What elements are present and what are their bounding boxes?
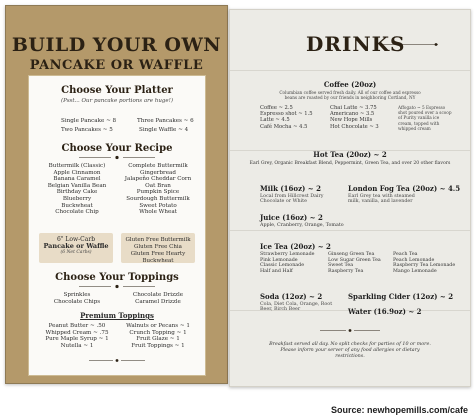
recipe-item: Blueberry xyxy=(62,195,92,202)
ice-tea-item: Ginseng Green Tea xyxy=(328,252,375,257)
lowcarb-box xyxy=(39,233,113,263)
toppings-list-left xyxy=(41,292,113,305)
gluten-free-box xyxy=(121,233,195,263)
premium-topping-item: Pure Maple Syrup ~ 1 xyxy=(45,336,109,343)
coffee-item: Hot Chocolate ~ 3 xyxy=(330,123,379,130)
premium-topping-item: Walnuts or Pecans ~ 1 xyxy=(126,323,190,329)
premium-topping-item: Whipped Cream ~ .75 xyxy=(45,329,109,336)
drinks-title: DRINKS xyxy=(306,32,406,56)
coffee-item: Americano ~ 3.5 xyxy=(330,111,375,118)
recipe-item: Jalapeño Cheddar Corn xyxy=(124,176,192,183)
platter-subtitle: (Psst... Our pancake portions are huge!) xyxy=(61,98,173,104)
topping-item: Chocolate Drizzle xyxy=(132,292,184,298)
ice-tea-item: Sweet Tea xyxy=(328,263,354,269)
coffee-item: Café Mocha ~ 4.5 xyxy=(260,123,308,130)
ice-tea-item: Low Sugar Green Tea xyxy=(328,257,381,263)
wood-plank-line xyxy=(230,230,470,231)
milk-description: Local from Hillcrest Dairy Chocolate or White xyxy=(260,194,324,205)
menu-paper xyxy=(28,75,206,376)
recipe-item: Oat Bran xyxy=(145,182,171,189)
ice-tea-item: Classic Lemonade xyxy=(260,263,305,269)
soda-description: Cola, Diet Cola, Orange, Root Beer, Birch Beer xyxy=(260,302,333,313)
platter-item: Single Pancake ~ 8 xyxy=(61,118,117,124)
hot-tea-description: Earl Grey, Organic Breakfast Blend, Peppermint, Green Tea, and over 20 other flavors xyxy=(249,161,451,166)
coffee-item: Coffee ~ 2.5 xyxy=(260,105,293,111)
topping-item: Sprinkles xyxy=(63,292,91,298)
gf-item: Gluten Free Buttermilk xyxy=(125,237,191,243)
toppings-heading: Choose Your Toppings xyxy=(55,272,179,283)
ice-tea-list-3 xyxy=(393,252,455,274)
ice-tea-item: Half and Half xyxy=(260,268,293,274)
lowcarb-title: Pancake or Waffle xyxy=(43,242,109,250)
lowcarb-size: 6" Low-Carb xyxy=(56,236,96,243)
coffee-description: Columbian coffee served fresh daily. All of our coffee and espresso beans are roasted by our friends in neighboring Cortland, NY xyxy=(279,90,421,101)
build-your-own-menu-panel xyxy=(5,5,228,384)
coffee-item: Latte ~ 4.5 xyxy=(260,117,290,124)
ice-tea-heading: Ice Tea (20oz) ~ 2 xyxy=(260,242,331,251)
coffee-item: New Hope Mills xyxy=(330,117,373,124)
soda-heading: Soda (12oz) ~ 2 xyxy=(260,292,323,301)
ice-tea-item: Mango Lemonade xyxy=(393,268,437,274)
platter-item: Three Pancakes ~ 6 xyxy=(137,118,194,124)
premium-topping-item: Fruit Toppings ~ 1 xyxy=(131,342,185,349)
recipe-item: Chocolate Chip xyxy=(55,209,99,216)
recipe-item: Banana Caramel xyxy=(53,176,101,183)
affogato-description: Affogato ~ 5 Espresso shot poured over a scoop of Purity vanilla ice cream, topped with whipped cream xyxy=(398,105,452,131)
ice-tea-item: Peach Tea xyxy=(393,252,418,257)
coffee-item: Chai Latte ~ 3.75 xyxy=(330,105,377,111)
coffee-heading: Coffee (20oz) xyxy=(323,80,377,89)
lowcarb-note: (6 Net Carbs) xyxy=(60,250,92,255)
footer-note: Breakfast served all day. No split checks for parties of 10 or more. Please inform your server of any food allergies or dietary restrictions. xyxy=(269,342,431,359)
recipe-list-left xyxy=(41,163,113,216)
drinks-menu-panel xyxy=(229,9,471,387)
recipe-item: Buttermilk (Classic) xyxy=(48,163,106,169)
bottom-flourish-icon xyxy=(87,358,147,363)
menu-subtitle: PANCAKE OR WAFFLE xyxy=(29,58,204,73)
juice-heading: Juice (16oz) ~ 2 xyxy=(260,213,323,222)
sparkling-cider-heading: Sparkling Cider (12oz) ~ 2 xyxy=(348,292,454,301)
ice-tea-item: Pink Lemonade xyxy=(260,257,298,263)
topping-item: Chocolate Chips xyxy=(53,298,101,305)
flourish-divider-icon xyxy=(77,284,157,289)
coffee-item: Espresso shot ~ 1.5 xyxy=(260,111,313,118)
water-heading: Water (16.9oz) ~ 2 xyxy=(348,307,422,316)
ice-tea-list-1 xyxy=(260,252,315,274)
recipe-item: Sourdough Buttermilk xyxy=(126,195,190,202)
coffee-list-2 xyxy=(330,105,379,130)
premium-topping-item: Crunch Topping ~ 1 xyxy=(129,329,187,336)
ice-tea-item: Raspberry Tea Lemonade xyxy=(393,263,456,269)
ice-tea-item: Raspberry Tea xyxy=(328,268,364,274)
coffee-list-1 xyxy=(260,105,313,130)
gf-item: Gluten Free Chia xyxy=(134,244,182,250)
recipe-item: Whole Wheat xyxy=(139,209,177,216)
recipe-item: Apple Cinnamon xyxy=(53,169,101,176)
recipe-heading: Choose Your Recipe xyxy=(61,143,173,154)
premium-list-left xyxy=(41,323,113,349)
ice-tea-list-2 xyxy=(328,252,381,274)
platter-item: Single Waffle ~ 4 xyxy=(139,127,189,133)
recipe-list-right xyxy=(121,163,195,216)
premium-list-right xyxy=(121,323,195,349)
platter-heading: Choose Your Platter xyxy=(61,85,173,96)
ice-tea-item: Strawberry Lemonade xyxy=(260,252,315,257)
recipe-item: Belgian Vanilla Bean xyxy=(47,182,107,189)
ice-tea-item: Peach Lemonade xyxy=(393,257,435,263)
recipe-item: Gingerbread xyxy=(140,169,176,176)
menu-title: BUILD YOUR OWN xyxy=(11,34,222,56)
gf-item: Gluten Free Hearty Buckwheat xyxy=(130,251,186,264)
juice-description: Apple, Cranberry, Orange, Tomato xyxy=(260,223,344,228)
hot-tea-heading: Hot Tea (20oz) ~ 2 xyxy=(313,150,387,159)
recipe-item: Sweet Potato xyxy=(139,202,177,209)
premium-topping-item: Nutella ~ 1 xyxy=(60,342,94,349)
bottom-flourish-icon xyxy=(318,328,382,333)
source-caption: Source: newhopemills.com/cafe xyxy=(330,405,468,415)
flourish-divider-icon xyxy=(77,155,157,160)
london-fog-heading: London Fog Tea (20oz) ~ 4.5 xyxy=(348,184,461,193)
recipe-item: Buckwheat xyxy=(61,202,93,209)
milk-heading: Milk (16oz) ~ 2 xyxy=(260,184,321,193)
recipe-item: Birthday Cake xyxy=(56,189,98,196)
platter-item: Two Pancakes ~ 5 xyxy=(61,127,113,133)
london-fog-description: Earl Grey tea with steamed milk, vanilla, and lavender xyxy=(348,194,415,205)
wood-plank-line xyxy=(230,70,470,71)
toppings-list-right xyxy=(121,292,195,305)
premium-topping-item: Peanut Butter ~ .50 xyxy=(48,323,106,329)
topping-item: Caramel Drizzle xyxy=(135,298,181,305)
flourish-divider-icon xyxy=(380,42,440,47)
premium-heading: Premium Toppings xyxy=(80,311,154,320)
recipe-item: Complete Buttermilk xyxy=(128,163,188,169)
recipe-item: Pumpkin Spice xyxy=(136,189,180,196)
premium-topping-item: Fruit Glaze ~ 1 xyxy=(136,336,180,343)
